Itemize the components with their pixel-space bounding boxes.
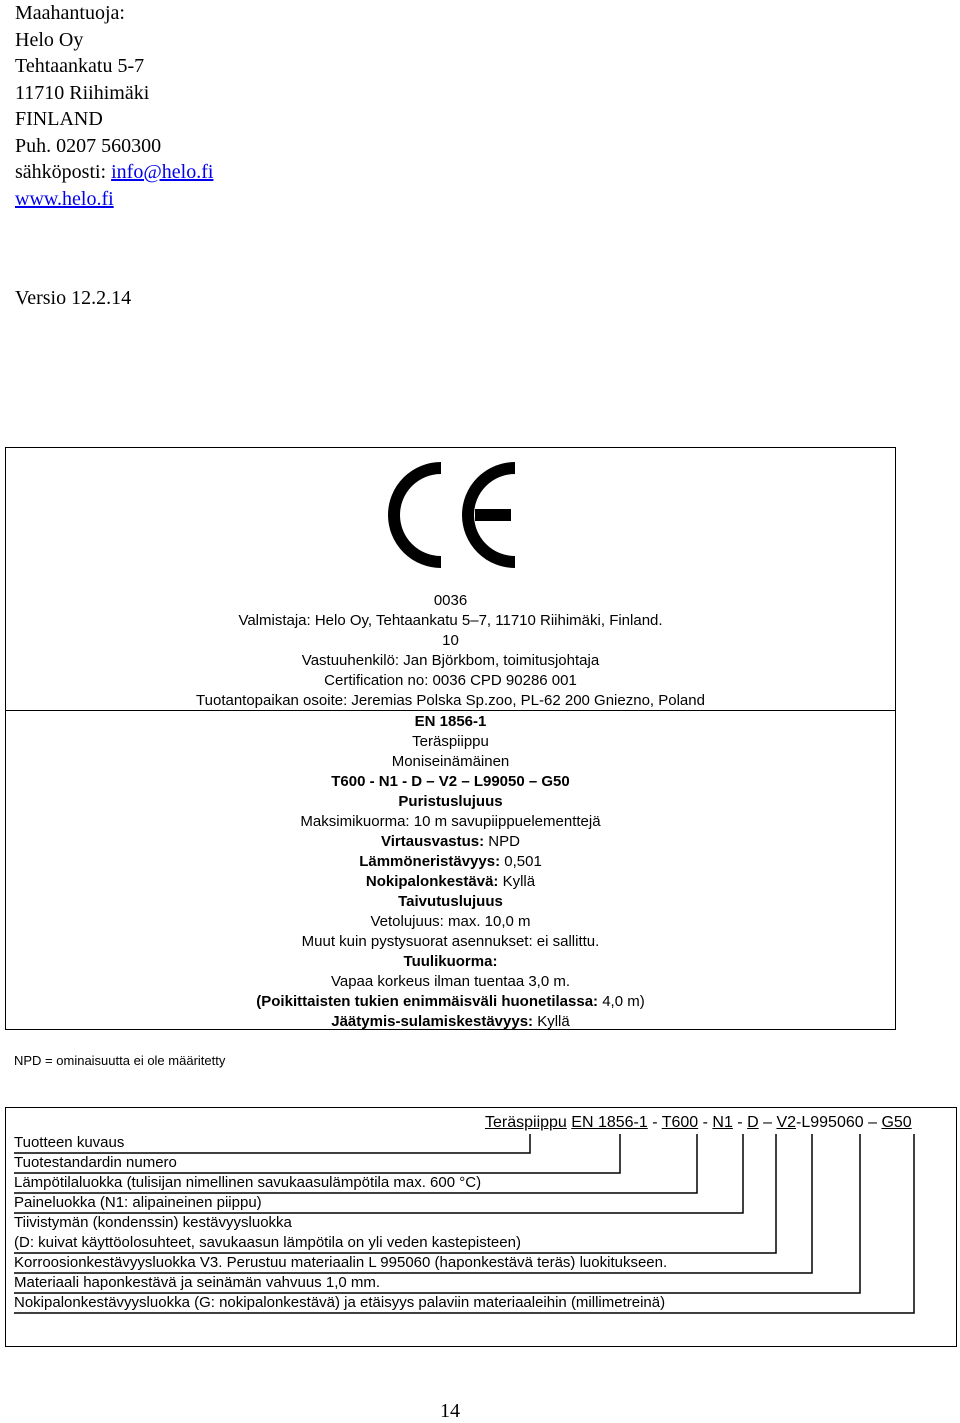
max-load-line: Maksimikuorma: 10 m savupiippuelementtejä	[300, 813, 601, 830]
lateral-support-label: (Poikittaisten tukien enimmäisväli huonetilassa:	[256, 993, 599, 1010]
code-corrosion: V2	[776, 1114, 797, 1131]
code-soot-fire: G50	[881, 1114, 912, 1131]
lateral-support-value: 4,0 m)	[598, 993, 645, 1010]
designation-code	[485, 1114, 912, 1132]
desc-standard: Tuotestandardin numero	[14, 1154, 177, 1171]
desc-temperature-class: Lämpötilaluokka (tulisijan nimellinen savukaasulämpötila max. 600 °C)	[14, 1174, 482, 1191]
bending-strength-heading: Taivutuslujuus	[398, 893, 503, 910]
importer-heading: Maahantuoja:	[15, 2, 125, 24]
soot-fire-value: Kyllä	[498, 873, 536, 890]
code-condensate: D	[747, 1114, 759, 1131]
page-number: 14	[440, 1400, 460, 1422]
flow-resistance-label: Virtausvastus:	[381, 833, 485, 850]
npd-note: NPD = ominaisuutta ei ole määritetty	[14, 1053, 226, 1068]
importer-country: FINLAND	[15, 108, 103, 130]
code-standard: EN 1856-1	[571, 1114, 648, 1131]
code-temperature: T600	[661, 1114, 699, 1131]
code-sep-2: -	[698, 1114, 713, 1131]
code-material: L995060	[801, 1114, 864, 1131]
ce-product-properties	[6, 712, 895, 1032]
desc-pressure-class: Paineluokka (N1: alipaineinen piippu)	[14, 1194, 262, 1211]
soot-fire-label: Nokipalonkestävä:	[365, 873, 499, 890]
thermal-resistance-value: 0,501	[500, 853, 542, 870]
flow-resistance-value: NPD	[484, 833, 520, 850]
ce-manufacturer-info	[6, 591, 895, 711]
ce-mark-logo	[371, 462, 521, 568]
notified-body-number: 0036	[433, 592, 468, 609]
code-sep-1: -	[647, 1114, 662, 1131]
manufacturer-line: Valmistaja: Helo Oy, Tehtaankatu 5–7, 11710 Riihimäki, Finland.	[238, 612, 663, 629]
standard-line: EN 1856-1	[414, 713, 487, 730]
desc-product: Tuotteen kuvaus	[14, 1134, 125, 1151]
wind-load-heading: Tuulikuorma:	[403, 953, 498, 970]
code-sep-4: –	[758, 1114, 777, 1131]
code-sep-6: –	[863, 1114, 882, 1131]
compressive-strength-heading: Puristuslujuus	[398, 793, 503, 810]
ce-divider	[6, 710, 895, 711]
wall-type-line: Moniseinämäinen	[391, 753, 510, 770]
desc-corrosion-class: Korroosionkestävyysluokka V3. Perustuu materiaalin L 995060 (haponkestävä teräs) luokitukseen.	[14, 1254, 668, 1271]
importer-website-link[interactable]: www.helo.fi	[15, 187, 114, 210]
code-sep-5: -	[796, 1114, 802, 1131]
tensile-line: Vetolujuus: max. 10,0 m	[370, 913, 531, 930]
lateral-support-line	[6, 992, 895, 1012]
code-sep-3: -	[732, 1114, 748, 1131]
production-site-line: Tuotantopaikan osoite: Jeremias Polska Sp.zoo, PL-62 200 Gniezno, Poland	[196, 692, 705, 709]
soot-fire-line	[6, 872, 895, 892]
importer-city: 11710 Riihimäki	[15, 81, 150, 104]
year-line: 10	[442, 632, 459, 649]
thermal-resistance-label: Lämmöneristävyys:	[359, 853, 501, 870]
desc-material: Materiaali haponkestävä ja seinämän vahvuus 1,0 mm.	[14, 1274, 381, 1291]
product-line: Teräspiippu	[412, 733, 489, 750]
designation-line: T600 - N1 - D – V2 – L99050 – G50	[331, 773, 570, 790]
version-label: Versio 12.2.14	[15, 287, 132, 309]
code-product: Teräspiippu	[485, 1114, 567, 1131]
certification-line: Certification no: 0036 CPD 90286 001	[324, 672, 577, 689]
thermal-resistance-line	[6, 852, 895, 872]
importer-email-row	[15, 159, 213, 186]
flow-resistance-line	[6, 832, 895, 852]
importer-phone: Puh. 0207 560300	[15, 134, 162, 157]
desc-soot-fire-class: Nokipalonkestävyysluokka (G: nokipalonkestävä) ja etäisyys palaviin materiaaleihin (millimetreinä)	[14, 1294, 666, 1311]
freeze-thaw-line	[6, 1012, 895, 1032]
importer-company: Helo Oy	[15, 28, 84, 51]
free-height-line: Vapaa korkeus ilman tuentaa 3,0 m.	[330, 973, 571, 990]
importer-street: Tehtaankatu 5-7	[15, 55, 145, 77]
desc-condensate-class: Tiivistymän (kondenssin) kestävyysluokka	[14, 1214, 292, 1231]
freeze-thaw-label: Jäätymis-sulamiskestävyys:	[331, 1013, 534, 1030]
importer-contact	[15, 0, 213, 212]
responsible-person-line: Vastuuhenkilö: Jan Björkbom, toimitusjohtaja	[301, 652, 600, 669]
ce-marking-box	[5, 447, 896, 1030]
importer-email-link[interactable]: info@helo.fi	[111, 161, 214, 183]
desc-condensate-detail: (D: kuivat käyttöolosuhteet, savukaasun lämpötila on yli veden kastepisteen)	[14, 1234, 521, 1251]
non-vertical-line: Muut kuin pystysuorat asennukset: ei sallittu.	[301, 933, 600, 950]
importer-website-row	[15, 186, 213, 213]
importer-email-label: sähköposti:	[15, 161, 107, 183]
freeze-thaw-value: Kyllä	[533, 1013, 570, 1030]
code-pressure: N1	[712, 1114, 733, 1131]
